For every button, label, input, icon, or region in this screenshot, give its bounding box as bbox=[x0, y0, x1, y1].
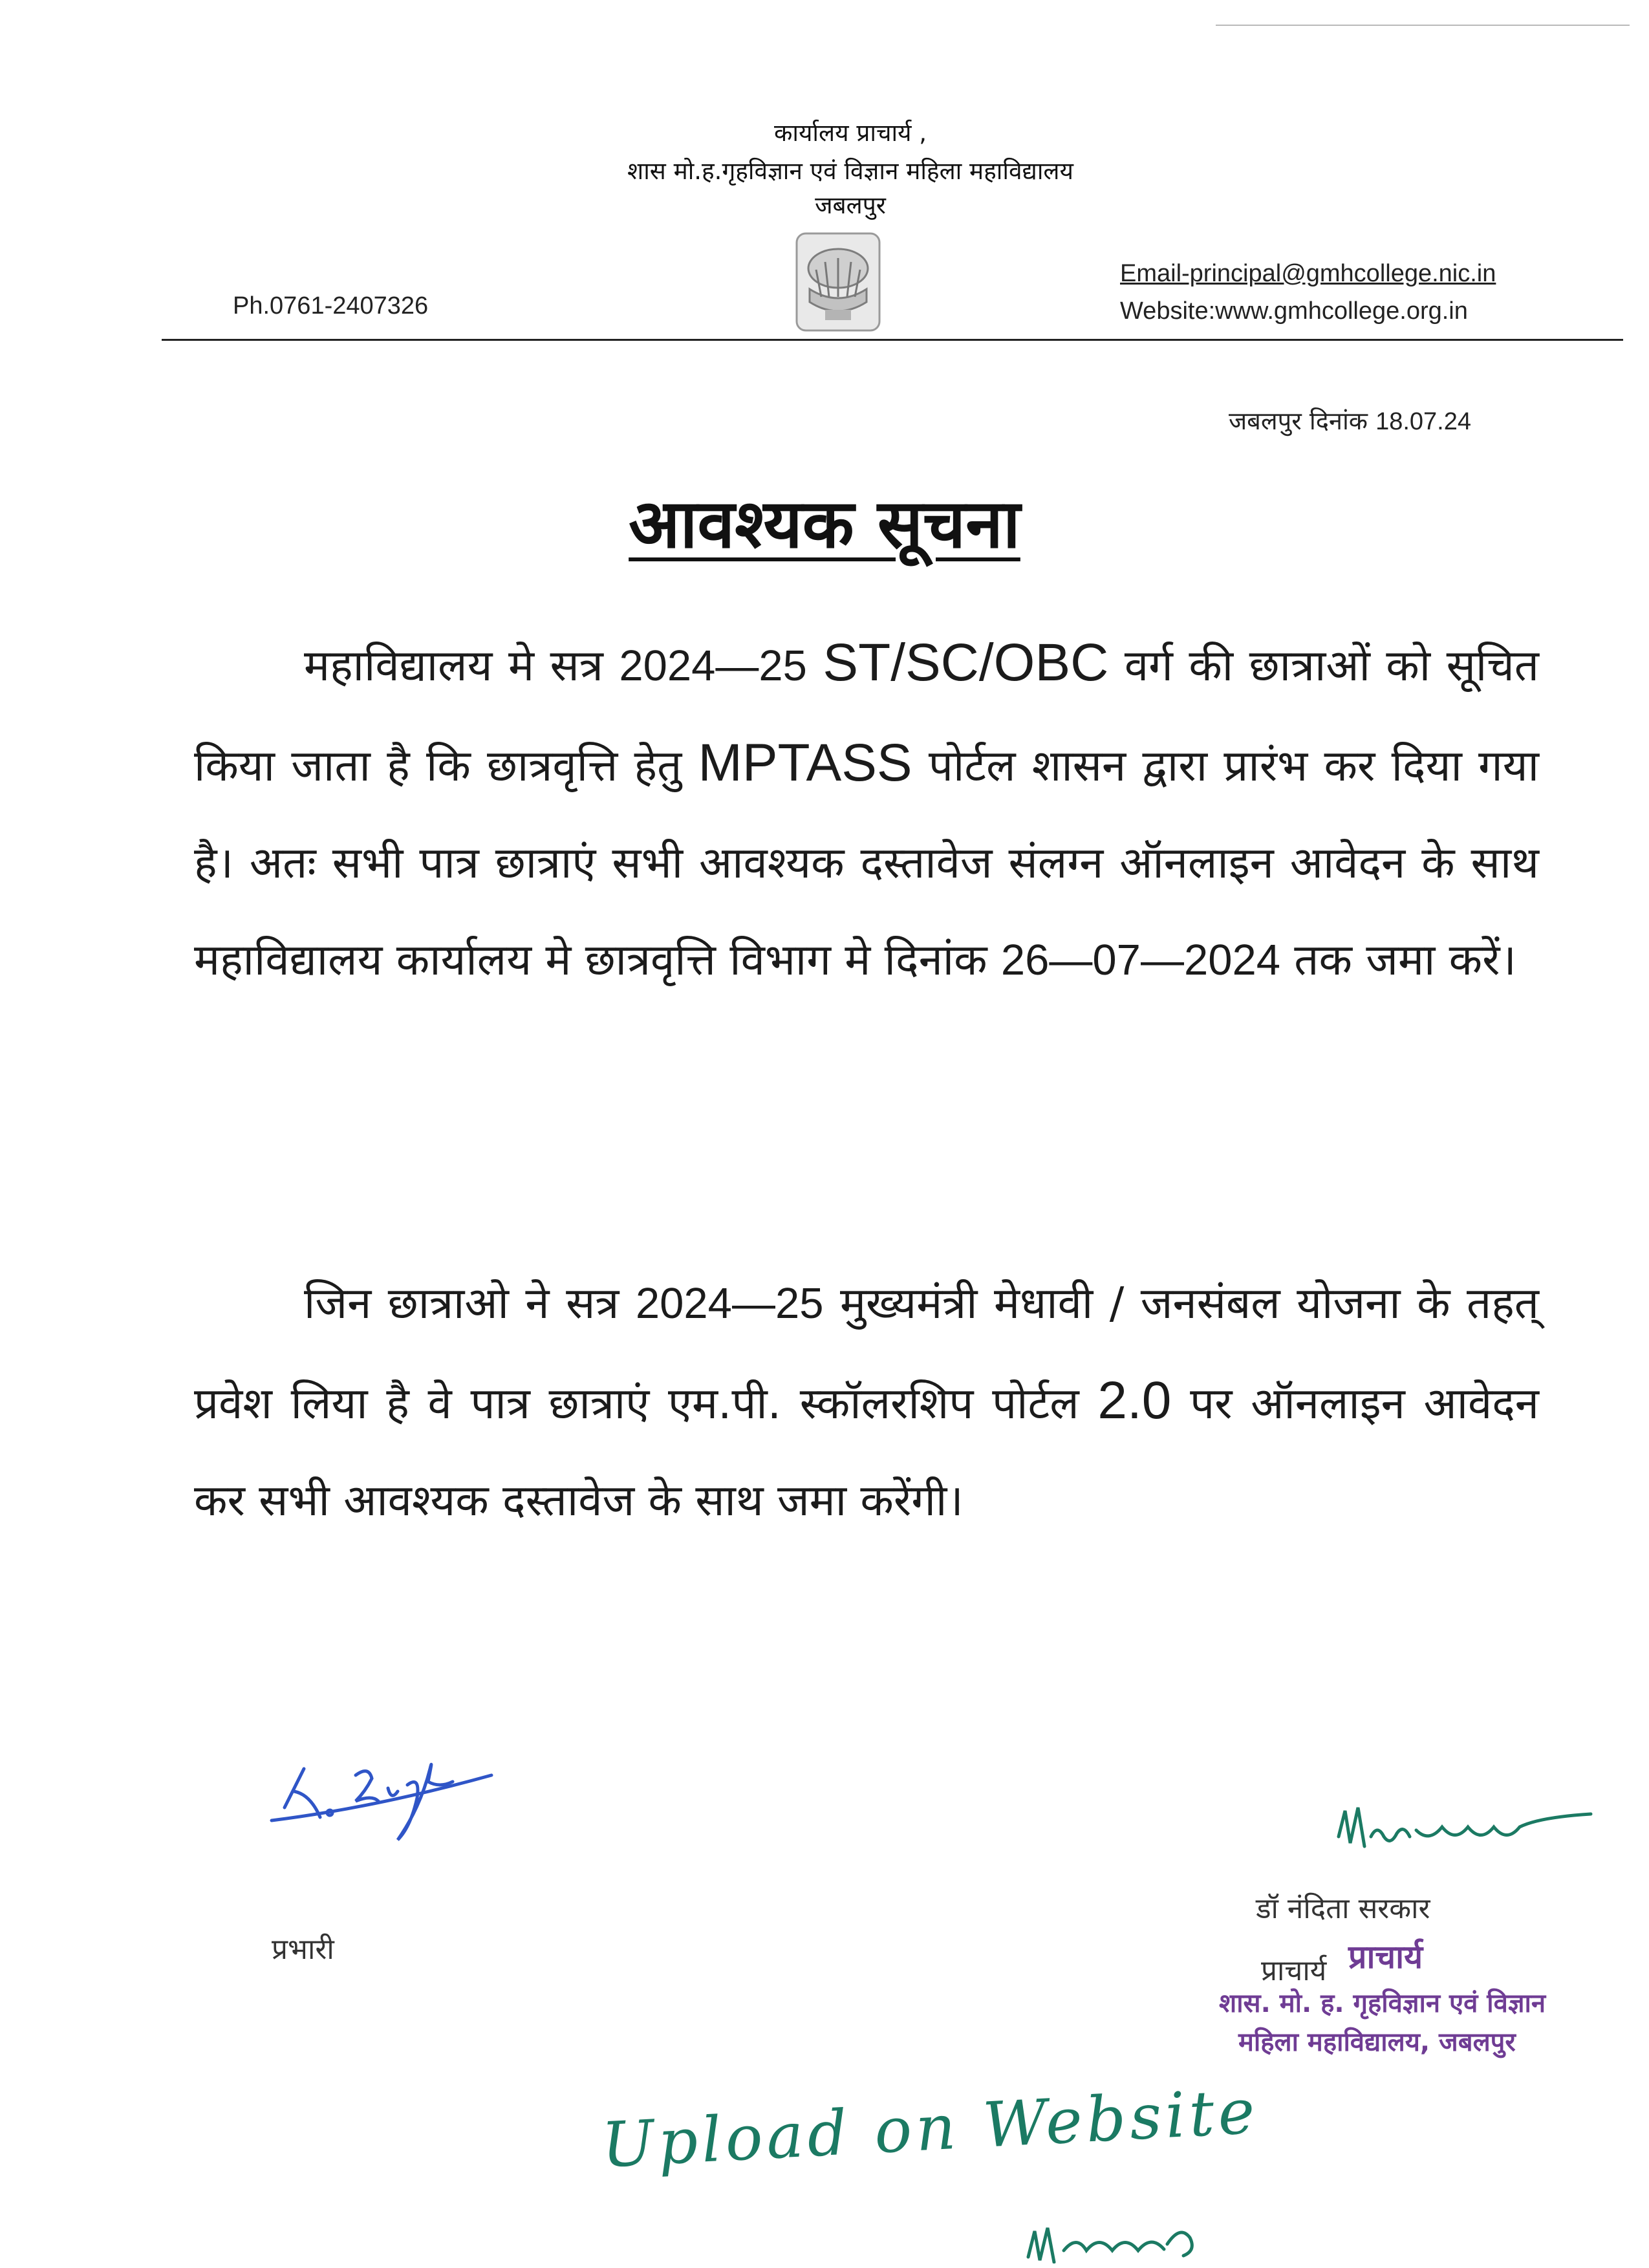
date-label: जबलपुर दिनांक bbox=[1228, 407, 1368, 435]
note-signature bbox=[1022, 2199, 1235, 2263]
top-edge-line bbox=[1216, 25, 1630, 26]
incharge-label: प्रभारी bbox=[272, 1933, 334, 1966]
stamp-city-line: महिला महाविद्यालय, जबलपुर bbox=[1238, 2027, 1516, 2057]
principal-title: प्राचार्य bbox=[1261, 1954, 1327, 1987]
phone-number: Ph.0761-2407326 bbox=[233, 292, 429, 319]
notice-paragraph-2: जिन छात्राओ ने सत्र 2024—25 मुख्यमंत्री मेधावी / जनसंबल योजना के तहत् प्रवेश लिया है वे पात्र छात्राएं एम.पी. स्कॉलरशिप पोर्टल 2.0 पर ऑनलाइन आवेदन कर सभी आवश्यक दस्तावेज के साथ जमा करेंगी। bbox=[194, 1278, 1539, 1526]
principal-signature bbox=[1332, 1798, 1604, 1869]
incharge-signature bbox=[259, 1730, 504, 1866]
office-line: कार्यालय प्राचार्य , bbox=[773, 119, 927, 147]
header-rule bbox=[162, 339, 1623, 341]
principal-name: डॉ नंदिता सरकार bbox=[1256, 1892, 1430, 1925]
date-value: 18.07.24 bbox=[1375, 408, 1471, 435]
college-name: शास मो.ह.गृहविज्ञान एवं विज्ञान महिला महाविद्यालय bbox=[627, 157, 1073, 185]
emblem-seal bbox=[794, 230, 882, 333]
email-link[interactable]: Email-principal@gmhcollege.nic.in bbox=[1120, 260, 1496, 287]
notice-paragraph-1: महाविद्यालय मे सत्र 2024—25 ST/SC/OBC वर्ग की छात्राओं को सूचित किया जाता है कि छात्रवृत्ति हेतु MPTASS पोर्टल शासन द्वारा प्रारंभ कर दिया गया है। अतः सभी पात्र छात्राएं सभी आवश्यक दस्तावेज संलग्न ऑनलाइन आवेदन के साथ महाविद्यालय कार्यालय मे छात्रवृत्ति विभाग मे दिनांक 26—07—2024 तक जमा करें। bbox=[194, 633, 1539, 985]
stamp-title: प्राचार्य bbox=[1348, 1938, 1423, 1976]
college-city: जबलपुर bbox=[815, 191, 886, 219]
issue-date bbox=[1229, 404, 1471, 437]
stamp-college-line: शास. मो. ह. गृहविज्ञान एवं विज्ञान bbox=[1219, 1989, 1546, 2018]
notice-title: आवश्यक सूचना bbox=[629, 484, 1020, 563]
website-text: Website:www.gmhcollege.org.in bbox=[1120, 297, 1468, 325]
handwritten-note: Upload on Website bbox=[599, 2075, 1260, 2182]
